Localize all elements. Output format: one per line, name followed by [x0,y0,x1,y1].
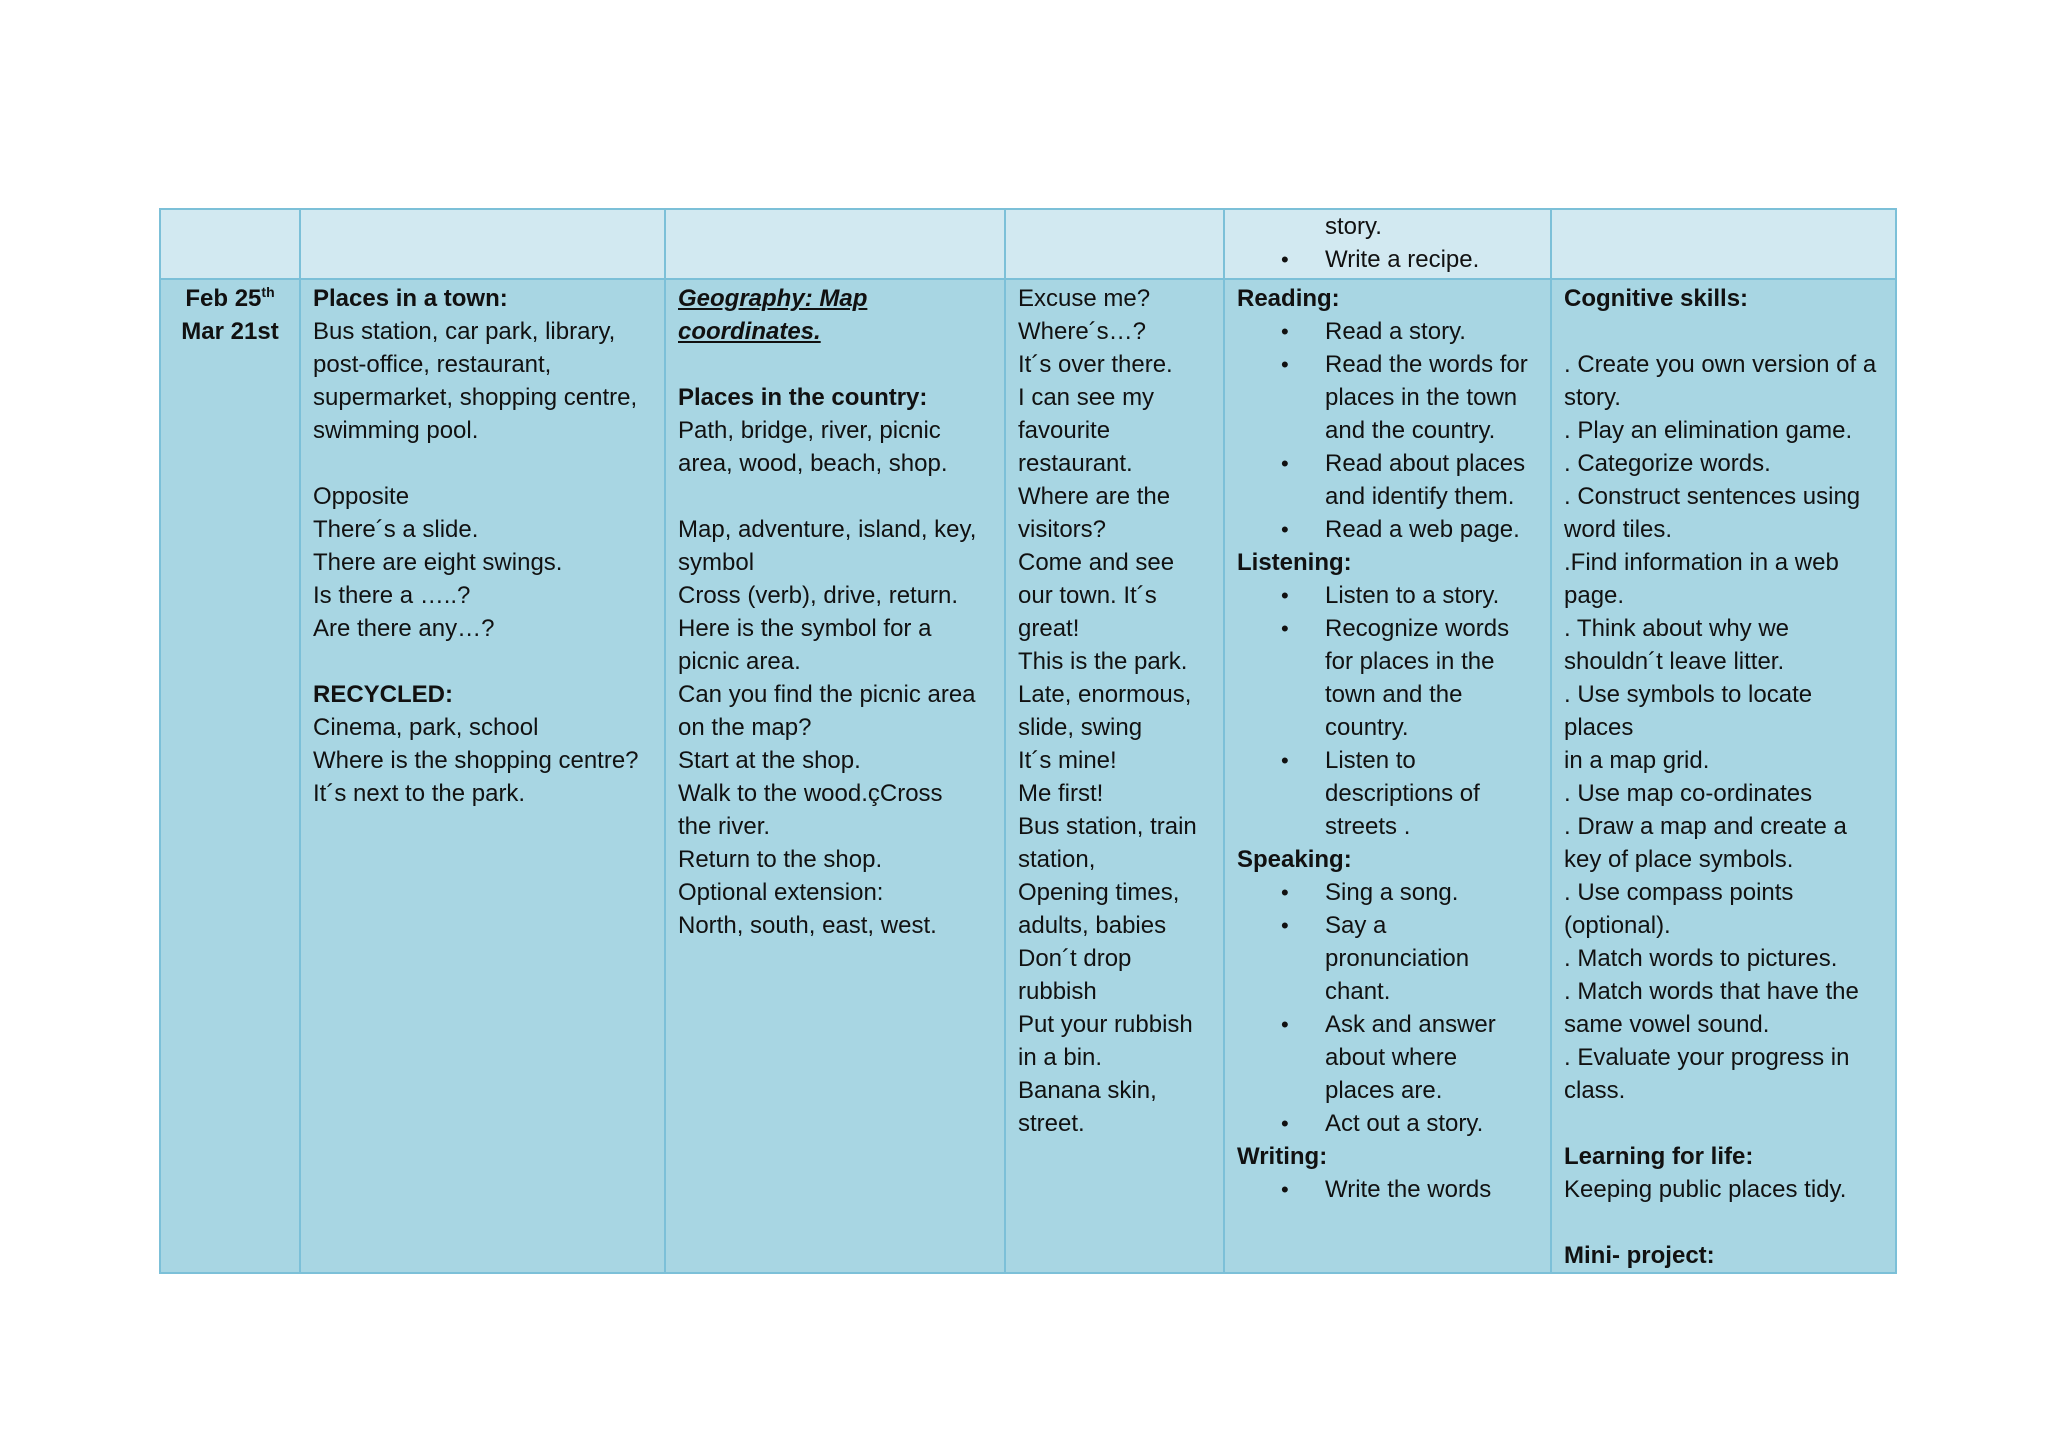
text-line: I can see my [1018,384,1155,411]
skill-list [1237,579,1538,843]
text-line: places are. [1325,1077,1443,1104]
geography-lines [678,513,992,942]
text-line: Put your rubbish [1018,1011,1193,1038]
text-line: picnic area. [678,648,801,675]
text-line: It´s next to the park. [313,780,526,807]
text-line: Cross (verb), drive, return. [678,582,959,609]
list-item [1281,513,1538,546]
skill-heading: Writing: [1237,1143,1328,1170]
text-line: Ask and answer [1325,1011,1496,1038]
date-end: Mar 21st [181,318,279,345]
skills-continued-list [1237,243,1538,276]
text-line: Sing a song. [1325,879,1459,906]
text-line: Cinema, park, school [313,714,539,741]
recycled-list [313,711,652,810]
cell-competences-top [1551,209,1896,279]
geography-heading-1: Geography: Map [678,285,868,312]
date-start: Feb 25th [185,284,275,312]
text-line: Act out a story. [1325,1110,1484,1137]
text-line: our town. It´s [1018,582,1157,609]
bullet-icon: • [1281,880,1289,905]
text-line: Where is the shopping centre? [313,747,639,774]
text-line: Where´s…? [1018,318,1147,345]
text-line: for places in the [1325,648,1495,675]
bullet-icon: • [1281,1012,1289,1037]
cell-date-top [160,209,300,279]
text-line: . Evaluate your progress in [1564,1044,1850,1071]
bullet-icon: • [1281,616,1289,641]
cell-date [160,279,300,1273]
text-line: Read a story. [1325,318,1466,345]
list-item [1281,315,1538,348]
text-line: Optional extension: [678,879,884,906]
vocab-list [313,315,652,447]
text-line: Are there any…? [313,615,495,642]
text-line: descriptions of [1325,780,1480,807]
text-line: pronunciation [1325,945,1470,972]
text-line: Come and see [1018,549,1175,576]
text-line: . Play an elimination game. [1564,417,1853,444]
text-line: Read about places [1325,450,1526,477]
text-line: Write the words [1325,1176,1492,1203]
text-line: North, south, east, west. [678,912,937,939]
cell-skills [1224,279,1551,1273]
text-line: and the country. [1325,417,1496,444]
text-line: Listen to [1325,747,1416,774]
text-line: . Use compass points [1564,879,1794,906]
text-line: . Use symbols to locate places [1564,681,1813,741]
bullet-icon: • [1281,1177,1289,1202]
text-line: . Match words to pictures. [1564,945,1838,972]
text-line: Listen to a story. [1325,582,1500,609]
text-line: Read the words for [1325,351,1528,378]
cell-language [1005,279,1224,1273]
text-line: and identify them. [1325,483,1515,510]
list-item [1281,876,1538,909]
cell-geography [665,279,1005,1273]
vocab-heading: Places in a town: [313,285,508,312]
cell-vocab-top [300,209,665,279]
country-heading: Places in the country: [678,384,928,411]
language-lines [1018,282,1211,1140]
bullet-icon: • [1281,319,1289,344]
list-item [1281,447,1538,513]
text-line: post-office, restaurant, [313,351,552,378]
text-line: swimming pool. [313,417,479,444]
text-line: Don´t drop [1018,945,1132,972]
text-line: chant. [1325,978,1391,1005]
cell-competences [1551,279,1896,1273]
cognitive-list [1564,348,1883,1107]
text-line: Here is the symbol for a [678,615,932,642]
text-line: the river. [678,813,771,840]
text-line: town and the [1325,681,1463,708]
text-line: visitors? [1018,516,1107,543]
text-line: adults, babies [1018,912,1167,939]
text-line: Walk to the wood.çCross [678,780,943,807]
text-line: .Find information in a web [1564,549,1839,576]
text-line: great! [1018,615,1080,642]
list-item [1281,348,1538,447]
text-line: . Think about why we [1564,615,1790,642]
cell-vocabulary [300,279,665,1273]
list-item [1281,1008,1538,1107]
skill-list [1237,1173,1538,1206]
text-line: Read a web page. [1325,516,1520,543]
text-line: station, [1018,846,1096,873]
text-line: It´s over there. [1018,351,1173,378]
text-line: shouldn´t leave litter. [1564,648,1785,675]
text-line: key of place symbols. [1564,846,1794,873]
life-text: Keeping public places tidy. [1564,1176,1847,1203]
text-line: streets . [1325,813,1411,840]
text-line: Recognize words [1325,615,1510,642]
skill-heading: Speaking: [1237,846,1352,873]
text-line: Opposite [313,483,410,510]
bullet-icon: • [1281,451,1289,476]
text-line: . Draw a map and create a [1564,813,1847,840]
text-line: Say a [1325,912,1387,939]
text-line: (optional). [1564,912,1671,939]
text-line: Excuse me? [1018,285,1151,312]
text-line: about where [1325,1044,1458,1071]
list-item [1281,744,1538,843]
list-item [1281,1173,1538,1206]
list-item: • Write a recipe. [1325,243,1538,276]
bullet-icon: • [1281,748,1289,773]
skill-heading: Listening: [1237,549,1352,576]
cognitive-heading: Cognitive skills: [1564,285,1749,312]
text-line: Bus station, train [1018,813,1197,840]
text-line: There are eight swings. [313,549,563,576]
text-line: restaurant. [1018,450,1133,477]
text-line: . Use map co-ordinates [1564,780,1813,807]
text-line: Late, enormous, [1018,681,1192,708]
life-heading: Learning for life: [1564,1143,1754,1170]
bullet-icon: • [1281,1111,1289,1136]
bullet-icon: • [1281,583,1289,608]
text-line: rubbish [1018,978,1097,1005]
project-heading: Mini- project: [1564,1242,1715,1269]
text-line: Opening times, [1018,879,1180,906]
text-line: class. [1564,1077,1626,1104]
list-item [1281,1107,1538,1140]
text-line: This is the park. [1018,648,1188,675]
bullet-icon: • [1281,517,1289,542]
text-line: page. [1564,582,1625,609]
list-item [1281,612,1538,744]
country-list [678,414,992,480]
text-line: Path, bridge, river, picnic [678,417,941,444]
text-line: Is there a …..? [313,582,471,609]
text-line: on the map? [678,714,812,741]
cell-language-top [1005,209,1224,279]
text-line: area, wood, beach, shop. [678,450,948,477]
bullet-icon: • [1281,913,1289,938]
bullet-icon: • [1281,352,1289,377]
text-line: Start at the shop. [678,747,861,774]
text-line: Can you find the picnic area [678,681,976,708]
text-line: symbol [678,549,755,576]
list-item [1281,909,1538,1008]
text-line: . Categorize words. [1564,450,1771,477]
lesson-plan-table [159,208,1897,1274]
text-line: It´s mine! [1018,747,1117,774]
text-line: word tiles. [1564,516,1673,543]
skills-continued-text: story. [1325,213,1382,240]
text-line: Banana skin, [1018,1077,1157,1104]
text-line: Me first! [1018,780,1104,807]
text-line: There´s a slide. [313,516,479,543]
cell-cross-curricular-top [665,209,1005,279]
text-line: in a map grid. [1564,747,1710,774]
text-line: Map, adventure, island, key, [678,516,977,543]
geography-heading-2: coordinates. [678,318,821,345]
text-line: story. [1564,384,1621,411]
bullet-icon: • [1281,247,1289,272]
phrases-list [313,480,652,645]
table-row-main [160,279,1896,1273]
text-line: Return to the shop. [678,846,883,873]
recycled-heading: RECYCLED: [313,681,454,708]
cell-skills-top [1224,209,1551,279]
text-line: country. [1325,714,1409,741]
text-line: . Match words that have the [1564,978,1859,1005]
text-line: slide, swing [1018,714,1143,741]
skill-heading: Reading: [1237,285,1340,312]
text-line: street. [1018,1110,1085,1137]
skill-list [1237,876,1538,1140]
text-line: . Construct sentences using [1564,483,1861,510]
text-line: Where are the [1018,483,1171,510]
list-item [1281,579,1538,612]
table-row-continued [160,209,1896,279]
text-line: places in the town [1325,384,1518,411]
text-line: . Create you own version of a [1564,351,1877,378]
text-line: Bus station, car park, library, [313,318,616,345]
text-line: in a bin. [1018,1044,1103,1071]
skill-list [1237,315,1538,546]
text-line: supermarket, shopping centre, [313,384,638,411]
text-line: same vowel sound. [1564,1011,1770,1038]
text-line: favourite [1018,417,1111,444]
